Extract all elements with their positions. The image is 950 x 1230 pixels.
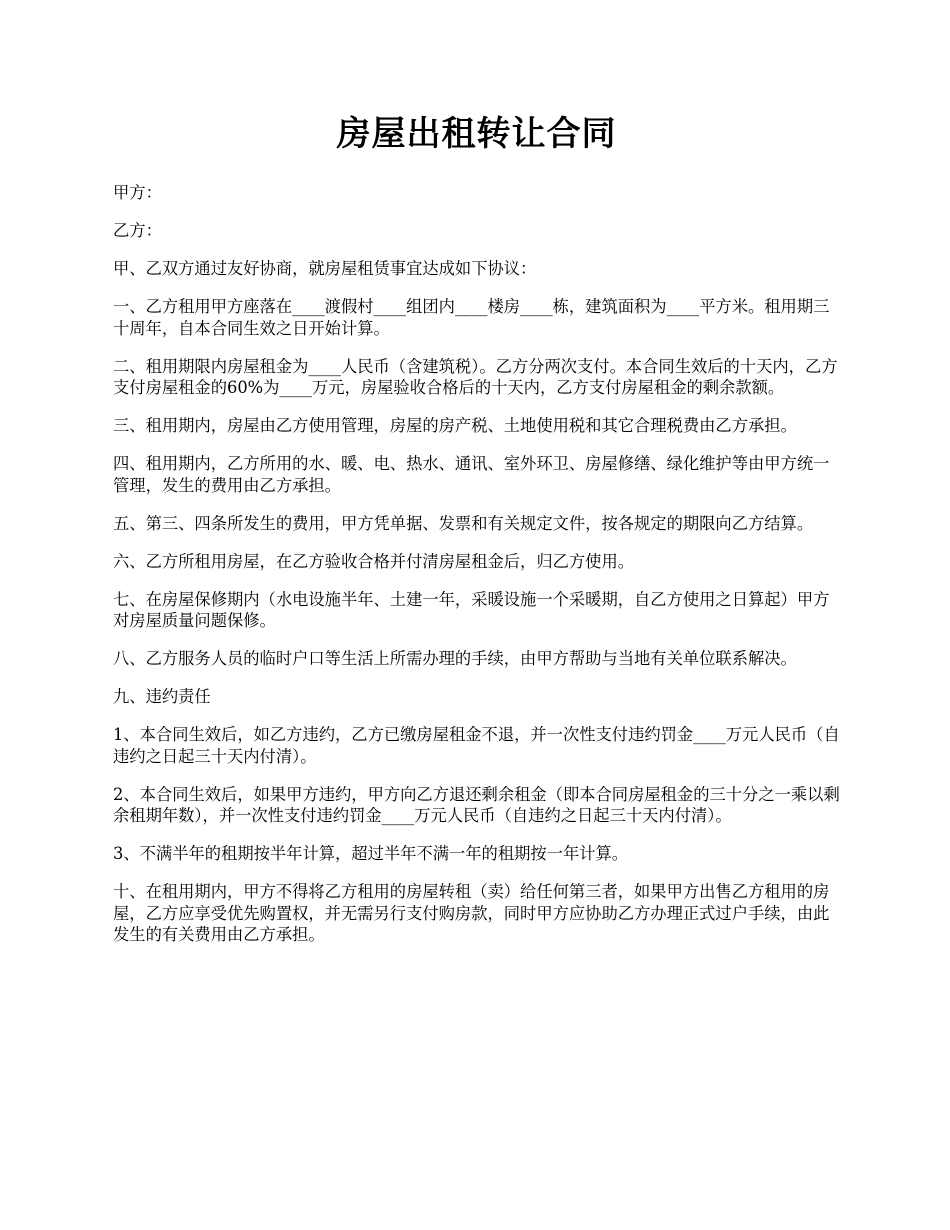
clause-2: 二、租用期限内房屋租金为____人民币（含建筑税）。乙方分两次支付。本合同生效后的十天内，乙方支付房屋租金的60%为____万元，房屋验收合格后的十天内，乙方支付房屋租金的剩余款额。: [113, 356, 838, 397]
clause-9-item-2: 2、本合同生效后，如果甲方违约，甲方向乙方退还剩余租金（即本合同房屋租金的三十分之一乘以剩余租期年数），并一次性支付违约罚金____万元人民币（自违约之日起三十天内付清）。: [113, 784, 840, 825]
party-a-line: 甲方：: [113, 183, 162, 202]
clause-6: 六、乙方所租用房屋，在乙方验收合格并付清房屋租金后，归乙方使用。: [113, 551, 635, 571]
document-title: 房屋出租转让合同: [336, 114, 617, 154]
clause-9-item-3: 3、不满半年的租期按半年计算，超过半年不满一年的租期按一年计算。: [113, 844, 629, 863]
clause-3: 三、租用期内，房屋由乙方使用管理，房屋的房产税、土地使用税和其它合理税费由乙方承担。: [113, 416, 797, 435]
clause-10: 十、在租用期内，甲方不得将乙方租用的房屋转租（卖）给任何第三者，如果甲方出售乙方租用的房屋，乙方应享受优先购置权，并无需另行支付购房款，同时甲方应协助乙方办理正式过户手续，由此发生的有关费用由乙方承担。: [113, 882, 830, 944]
clause-1: 一、乙方租用甲方座落在____渡假村____组团内____楼房____栋，建筑面积为____平方米。租用期三十周年，自本合同生效之日开始计算。: [113, 297, 830, 338]
clause-5: 五、第三、四条所发生的费用，甲方凭单据、发票和有关规定文件，按各规定的期限向乙方结算。: [113, 513, 814, 533]
agreement-intro: 甲、乙双方通过友好协商，就房屋租赁事宜达成如下协议：: [113, 259, 537, 278]
party-b-line: 乙方：: [113, 221, 162, 240]
clause-7: 七、在房屋保修期内（水电设施半年、土建一年，采暖设施一个采暖期，自乙方使用之日算起）甲方对房屋质量问题保修。: [113, 589, 830, 630]
clause-9-heading: 九、违约责任: [113, 687, 211, 706]
clause-9-item-1: 1、本合同生效后，如乙方违约，乙方已缴房屋租金不退，并一次性支付违约罚金____万元人民币（自违约之日起三十天内付清）。: [113, 725, 840, 766]
clause-4: 四、租用期内，乙方所用的水、暖、电、热水、通讯、室外环卫、房屋修缮、绿化维护等由甲方统一管理，发生的费用由乙方承担。: [113, 454, 830, 495]
clause-8: 八、乙方服务人员的临时户口等生活上所需办理的手续，由甲方帮助与当地有关单位联系解决。: [113, 649, 797, 668]
